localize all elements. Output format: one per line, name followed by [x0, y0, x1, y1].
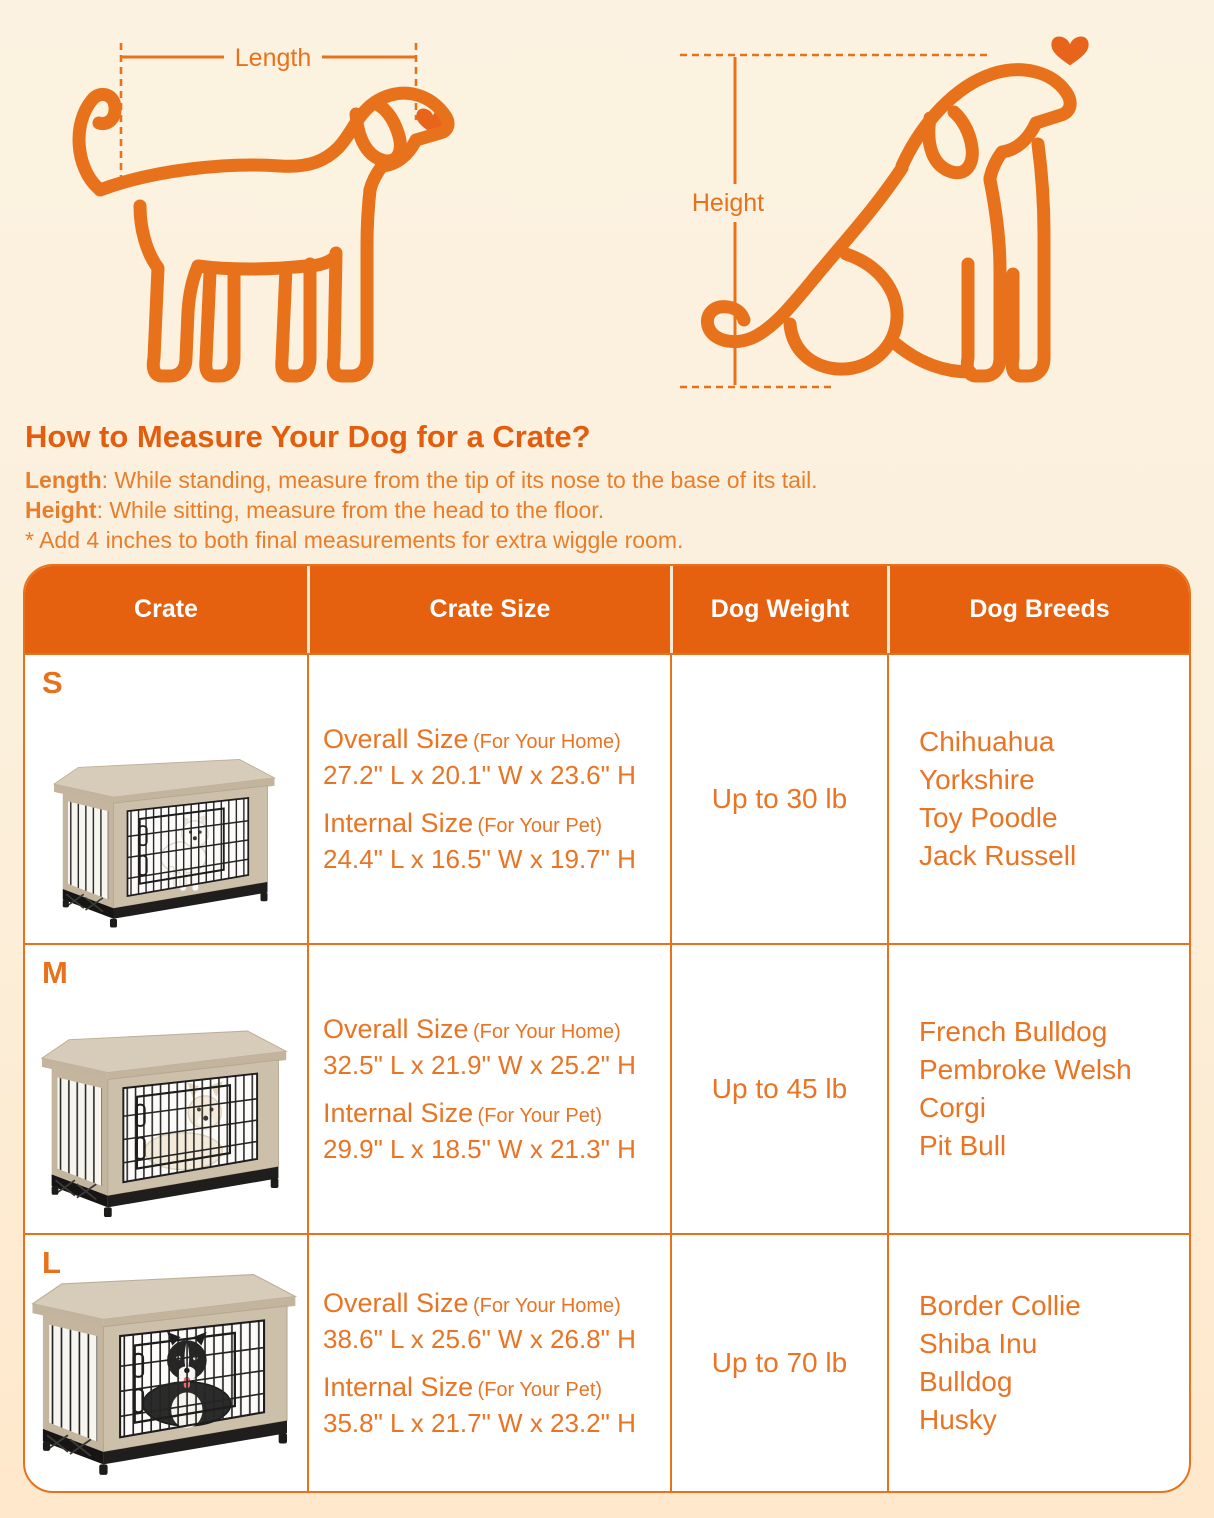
- measuring-illustrations: [0, 0, 1214, 405]
- column-header-crate-size: Crate Size: [307, 566, 670, 653]
- overall-size-label: Overall Size: [323, 723, 469, 754]
- length-label: Length: [234, 44, 312, 72]
- table-row-m-weight-cell: Up to 45 lb: [670, 943, 887, 1233]
- sitting-dog-illustration: [640, 14, 1120, 406]
- breed-item: Toy Poodle: [919, 802, 1058, 833]
- internal-size-label: Internal Size: [323, 807, 474, 838]
- column-header-crate: Crate: [25, 566, 307, 653]
- internal-size-block: [323, 808, 670, 875]
- internal-size-block: [323, 1372, 670, 1439]
- table-row-s-weight-cell: Up to 30 lb: [670, 653, 887, 943]
- internal-size-dimensions: 29.9" L x 18.5" W x 21.3" H: [323, 1133, 636, 1164]
- internal-size-dimensions: 35.8" L x 21.7" W x 23.2" H: [323, 1407, 636, 1438]
- breed-item: Yorkshire: [919, 764, 1035, 795]
- breed-item: Husky: [919, 1404, 997, 1435]
- breed-item: Bulldog: [919, 1366, 1013, 1397]
- instruction-height-text: : While sitting, measure from the head to the floor.: [96, 497, 605, 523]
- breed-item: French Bulldog: [919, 1016, 1108, 1047]
- table-row-m-crate-cell: [25, 943, 307, 1233]
- heart-icon: [1051, 37, 1088, 66]
- column-header-dog-breeds: Dog Breeds: [887, 566, 1189, 653]
- internal-size-label: Internal Size: [323, 1371, 474, 1402]
- table-row-m-size-cell: [307, 943, 670, 1233]
- internal-size-note: (For Your Pet): [477, 814, 603, 837]
- overall-size-note: (For Your Home): [473, 730, 621, 753]
- table-row-s-size-cell: [307, 653, 670, 943]
- overall-size-block: [323, 724, 670, 791]
- breed-item: Pembroke Welsh Corgi: [919, 1054, 1132, 1123]
- table-row-s-crate-cell: [25, 653, 307, 943]
- instruction-note: [25, 525, 1214, 555]
- instruction-length: [25, 465, 1214, 495]
- height-label: Height: [691, 189, 765, 217]
- page-title: How to Measure Your Dog for a Crate?: [25, 419, 591, 454]
- table-row-m-breeds-cell: [887, 943, 1189, 1233]
- crate-photo-m: [40, 996, 292, 1221]
- overall-size-block: [323, 1014, 670, 1081]
- overall-size-label: Overall Size: [323, 1013, 469, 1044]
- internal-size-dimensions: 24.4" L x 16.5" W x 19.7" H: [323, 843, 636, 874]
- overall-size-dimensions: 27.2" L x 20.1" W x 23.6" H: [323, 759, 636, 790]
- standing-dog-outline: [79, 93, 448, 376]
- instruction-length-term: Length: [25, 467, 102, 493]
- table-row-l-size-cell: [307, 1233, 670, 1491]
- size-letter-l: L: [42, 1245, 61, 1280]
- instruction-height: [25, 495, 1214, 525]
- table-row-s-breeds-cell: [887, 653, 1189, 943]
- breed-item: Shiba Inu: [919, 1328, 1038, 1359]
- breed-item: Jack Russell: [919, 840, 1077, 871]
- internal-size-label: Internal Size: [323, 1097, 474, 1128]
- overall-size-note: (For Your Home): [473, 1020, 621, 1043]
- breed-item: Pit Bull: [919, 1130, 1007, 1161]
- sitting-dog-outline: [707, 70, 1070, 376]
- instruction-height-term: Height: [25, 497, 97, 523]
- table-row-l-crate-cell: [25, 1233, 307, 1491]
- crate-photo-l: [30, 1237, 302, 1479]
- overall-size-dimensions: 32.5" L x 21.9" W x 25.2" H: [323, 1049, 636, 1080]
- overall-size-block: [323, 1288, 670, 1355]
- overall-size-note: (For Your Home): [473, 1294, 621, 1317]
- overall-size-label: Overall Size: [323, 1287, 469, 1318]
- internal-size-block: [323, 1098, 670, 1165]
- internal-size-note: (For Your Pet): [477, 1104, 603, 1127]
- internal-size-note: (For Your Pet): [477, 1378, 603, 1401]
- breed-item: Border Collie: [919, 1290, 1081, 1321]
- instruction-note-text: * Add 4 inches to both final measurements for extra wiggle room.: [25, 527, 684, 553]
- overall-size-dimensions: 38.6" L x 25.6" W x 26.8" H: [323, 1323, 636, 1354]
- instruction-length-text: : While standing, measure from the tip of its nose to the base of its tail.: [101, 467, 818, 493]
- table-row-l-weight-cell: Up to 70 lb: [670, 1233, 887, 1491]
- column-header-dog-weight: Dog Weight: [670, 566, 887, 653]
- table-row-l-breeds-cell: [887, 1233, 1189, 1491]
- crate-size-table: [23, 564, 1191, 1493]
- size-letter-m: M: [42, 955, 68, 990]
- measuring-instructions: [25, 465, 1214, 555]
- crate-photo-s: [52, 728, 280, 931]
- size-letter-s: S: [42, 665, 63, 700]
- standing-dog-illustration: [58, 18, 528, 403]
- breed-item: Chihuahua: [919, 726, 1055, 757]
